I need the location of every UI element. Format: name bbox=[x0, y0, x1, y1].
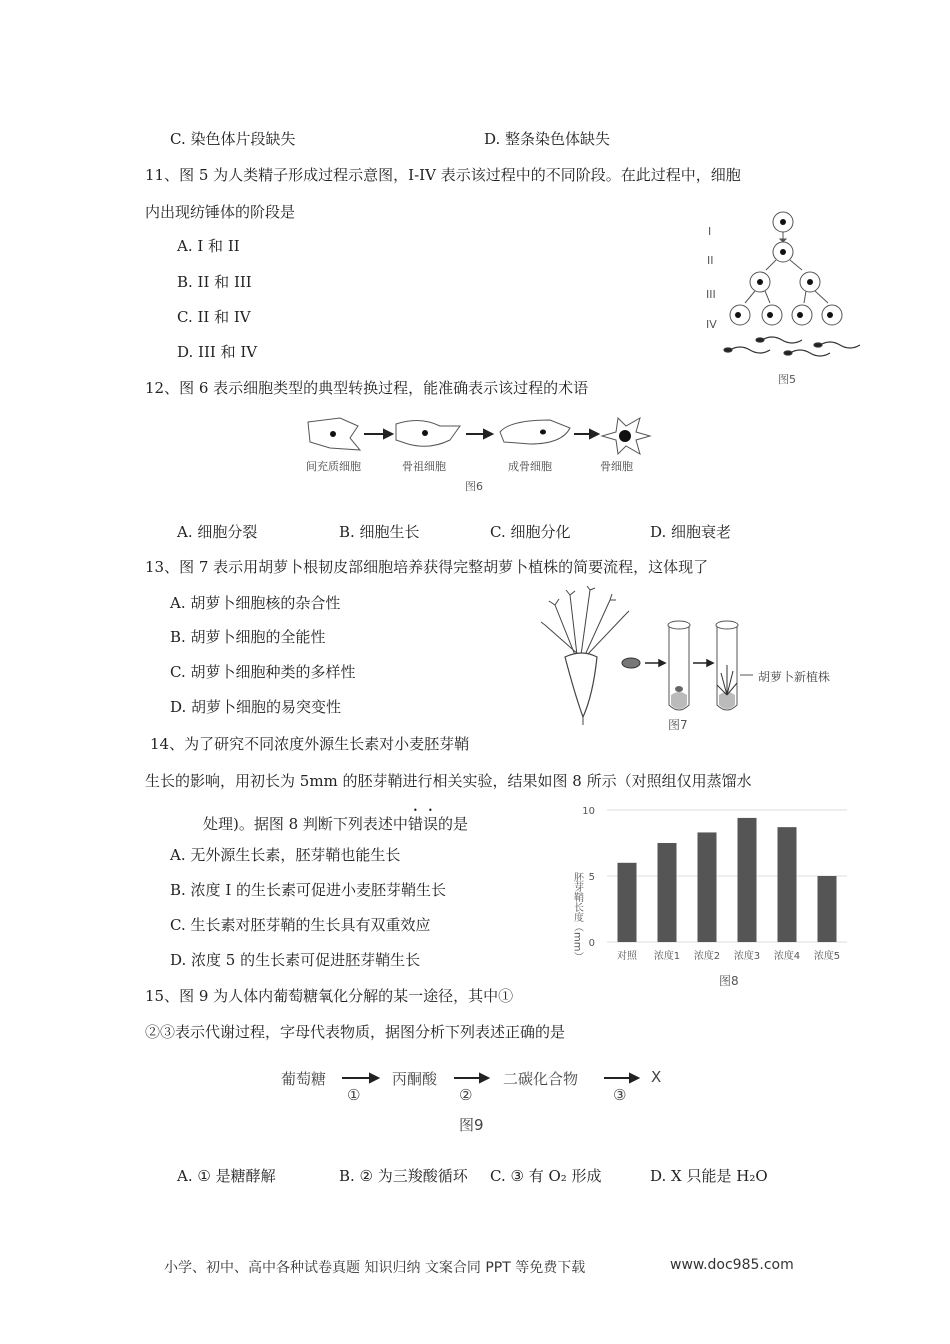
option-c-prev: C. 染色体片段缺失 bbox=[170, 130, 296, 148]
q11-option-c: C. II 和 IV bbox=[177, 308, 251, 326]
q12-option-d: D. 细胞衰老 bbox=[650, 523, 732, 541]
q11-option-a: A. I 和 II bbox=[177, 237, 240, 255]
q11-stem-line1: 11、图 5 为人类精子形成过程示意图，I-IV 表示该过程中的不同阶段。在此过程中，细胞 bbox=[145, 166, 741, 184]
fig5-stage-2: II bbox=[707, 254, 714, 267]
q12-option-c: C. 细胞分化 bbox=[490, 523, 571, 541]
fig5-spermatogenesis-diagram bbox=[720, 205, 870, 365]
fig8-bar-1 bbox=[658, 843, 677, 942]
q14-option-a: A. 无外源生长素，胚芽鞘也能生长 bbox=[170, 846, 401, 864]
fig8-xtick-label: 浓度3 bbox=[733, 951, 761, 962]
fig8-y-axis-label: 胚芽鞘长度（mm） bbox=[571, 872, 583, 962]
option-d-prev: D. 整条染色体缺失 bbox=[484, 130, 611, 148]
fig6-label-mesenchymal: 间充质细胞 bbox=[306, 460, 361, 473]
fig9-step-1: ① bbox=[347, 1086, 361, 1104]
fig6-cell-transformation bbox=[300, 410, 660, 460]
q11-stem-line2: 内出现纺锤体的阶段是 bbox=[145, 203, 296, 221]
q14-option-d: D. 浓度 5 的生长素可促进胚芽鞘生长 bbox=[170, 951, 421, 969]
fig9-node-pyruvate: 丙酮酸 bbox=[392, 1070, 438, 1088]
fig8-ytick-label: 10 bbox=[582, 806, 595, 817]
q14-stem-line3-pre: 处理)。据图 8 判断下列表述中 bbox=[203, 815, 408, 833]
q15-option-d: D. X 只能是 H₂O bbox=[650, 1167, 768, 1185]
q11-option-d: D. III 和 IV bbox=[177, 343, 258, 361]
q13-option-b: B. 胡萝卜细胞的全能性 bbox=[170, 628, 326, 646]
q13-option-d: D. 胡萝卜细胞的易突变性 bbox=[170, 698, 342, 716]
fig9-node-two-carbon: 二碳化合物 bbox=[503, 1070, 579, 1088]
q13-option-c: C. 胡萝卜细胞种类的多样性 bbox=[170, 663, 356, 681]
q15-option-c: C. ③ 有 O₂ 形成 bbox=[490, 1167, 602, 1185]
q14-stem-line2: 生长的影响，用初长为 5mm 的胚芽鞘进行相关实验，结果如图 8 所示（对照组仅用蒸馏水 bbox=[145, 772, 752, 790]
q13-stem: 13、图 7 表示用胡萝卜根韧皮部细胞培养获得完整胡萝卜植株的简要流程，这体现了 bbox=[145, 558, 709, 576]
q12-stem: 12、图 6 表示细胞类型的典型转换过程，能准确表示该过程的术语 bbox=[145, 379, 589, 397]
fig8-xtick-label: 对照 bbox=[617, 951, 637, 962]
fig6-label-osteoprogenitor: 骨祖细胞 bbox=[402, 460, 446, 473]
fig8-bar-0 bbox=[618, 863, 637, 942]
fig8-ytick-label: 0 bbox=[588, 938, 595, 949]
footer-url[interactable]: www.doc985.com bbox=[670, 1257, 794, 1273]
fig6-caption: 图6 bbox=[465, 480, 483, 493]
fig5-caption: 图5 bbox=[778, 373, 796, 386]
q15-stem-line2: ②③表示代谢过程，字母代表物质，据图分析下列表述正确的是 bbox=[145, 1023, 566, 1041]
fig6-label-osteoblast: 成骨细胞 bbox=[508, 460, 552, 473]
fig9-caption: 图9 bbox=[459, 1116, 484, 1134]
fig8-bar-5 bbox=[818, 876, 837, 942]
q14-option-c: C. 生长素对胚芽鞘的生长具有双重效应 bbox=[170, 916, 431, 934]
q15-option-b: B. ② 为三羧酸循环 bbox=[339, 1167, 468, 1185]
fig9-node-x: X bbox=[651, 1068, 662, 1086]
q15-option-a: A. ① 是糖酵解 bbox=[177, 1167, 276, 1185]
fig8-bar-2 bbox=[698, 832, 717, 942]
q12-option-b: B. 细胞生长 bbox=[339, 523, 420, 541]
footer-text: 小学、初中、高中各种试卷真题 知识归纳 文案合同 PPT 等免费下载 bbox=[164, 1260, 586, 1276]
fig9-node-glucose: 葡萄糖 bbox=[281, 1070, 327, 1088]
fig7-carrot-culture-diagram bbox=[535, 585, 755, 725]
fig8-bar-3 bbox=[738, 818, 757, 942]
fig8-xtick-label: 浓度2 bbox=[693, 951, 721, 962]
q15-stem-line1: 15、图 9 为人体内葡萄糖氧化分解的某一途径，其中① bbox=[145, 987, 514, 1005]
fig8-xtick-label: 浓度5 bbox=[813, 951, 841, 962]
q11-option-b: B. II 和 III bbox=[177, 273, 252, 291]
q14-stem-line3 bbox=[203, 806, 468, 834]
fig5-stage-1: I bbox=[708, 225, 712, 238]
fig8-xtick-label: 浓度4 bbox=[773, 951, 801, 962]
fig5-stage-4: IV bbox=[706, 318, 717, 331]
fig7-new-plant-label: 胡萝卜新植株 bbox=[758, 670, 831, 684]
fig6-label-osteocyte: 骨细胞 bbox=[600, 460, 633, 473]
fig9-step-3: ③ bbox=[613, 1086, 627, 1104]
fig8-bar-4 bbox=[778, 827, 797, 942]
fig5-stage-3: III bbox=[706, 288, 716, 301]
q14-emphasis-wrong: 错误 bbox=[407, 815, 438, 833]
fig9-arrows bbox=[340, 1070, 640, 1086]
q13-option-a: A. 胡萝卜细胞核的杂合性 bbox=[170, 594, 341, 612]
q14-stem-line1: 14、为了研究不同浓度外源生长素对小麦胚芽鞘 bbox=[150, 735, 470, 753]
q14-stem-line3-post: 的是 bbox=[437, 815, 468, 833]
fig9-step-2: ② bbox=[459, 1086, 473, 1104]
fig8-bar-chart bbox=[565, 800, 855, 990]
q12-option-a: A. 细胞分裂 bbox=[177, 523, 258, 541]
fig7-caption: 图7 bbox=[668, 718, 688, 732]
fig8-ytick-label: 5 bbox=[588, 872, 595, 883]
q14-option-b: B. 浓度 I 的生长素可促进小麦胚芽鞘生长 bbox=[170, 881, 447, 899]
fig8-xtick-label: 浓度1 bbox=[653, 951, 681, 962]
fig8-caption: 图8 bbox=[719, 974, 739, 988]
